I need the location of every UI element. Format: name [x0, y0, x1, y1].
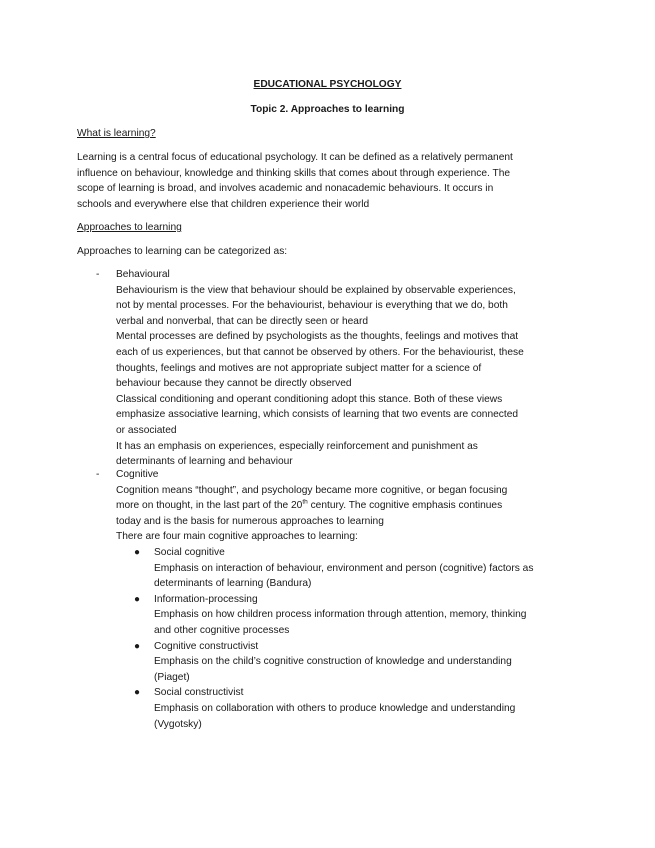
behavioural-line: verbal and nonverbal, that can be directly seen or heard [116, 315, 369, 327]
paragraph-line: schools and everywhere else that children experience their world [77, 198, 370, 210]
behavioural-line: Behaviourism is the view that behaviour should be explained by observable experiences, [116, 284, 516, 296]
dash-marker: - [96, 469, 100, 480]
list-item-cognitive [77, 467, 577, 732]
list-item-behavioural [77, 267, 577, 470]
cognitive-line2-post: century. The cognitive emphasis continues [307, 500, 503, 512]
behavioural-line: Classical conditioning and operant conditioning adopt this stance. Both of these views [116, 393, 503, 405]
cognitive-label: Cognitive [116, 469, 159, 480]
approach-desc: Emphasis on the child’s cognitive construction of knowledge and understanding [154, 656, 512, 668]
approach-social-cognitive [134, 545, 577, 592]
century-superscript: th [302, 498, 308, 506]
behavioural-line: behaviour because they cannot be directly observed [116, 378, 352, 390]
paragraph-line: scope of learning is broad, and involves academic and nonacademic behaviours. It occurs in [77, 183, 494, 195]
approach-social-constructivist [134, 685, 577, 732]
behavioural-line: Mental processes are defined by psychologists as the thoughts, feelings and motives that [116, 331, 519, 343]
learning-definition-paragraph [77, 150, 597, 212]
approach-name: Information-processing [154, 593, 258, 605]
cognitive-line: today and is the basis for numerous approaches to learning [116, 515, 384, 527]
section-heading-approaches: Approaches to learning [77, 222, 182, 233]
cognitive-line: There are four main cognitive approaches to learning: [116, 531, 358, 543]
cognitive-line: Cognition means “thought”, and psychology became more cognitive, or began focusing [116, 484, 508, 496]
approach-name: Social cognitive [154, 546, 225, 558]
document-subtitle: Topic 2. Approaches to learning [250, 104, 405, 115]
paragraph-line: Learning is a central focus of educational psychology. It can be defined as a relatively permanent [77, 152, 513, 163]
bullet-icon: ● [134, 687, 141, 699]
cognitive-line [116, 498, 577, 514]
dash-marker: - [96, 269, 100, 280]
cognitive-line2-pre: more on thought, in the last part of the 20 [116, 500, 303, 512]
approaches-intro-text: Approaches to learning can be categorized as: [77, 246, 288, 257]
cognitive-body [116, 467, 577, 732]
bullet-icon: ● [134, 593, 141, 605]
behavioural-line: or associated [116, 424, 177, 436]
approach-desc: (Vygotsky) [154, 718, 202, 730]
approach-desc: determinants of learning (Bandura) [154, 578, 312, 590]
approach-name: Cognitive constructivist [154, 640, 259, 652]
approach-desc: Emphasis on interaction of behaviour, environment and person (cognitive) factors as [154, 562, 534, 574]
behavioural-line: emphasize associative learning, which consists of learning that two events are connected [116, 409, 519, 421]
bullet-icon: ● [134, 640, 141, 652]
bullet-icon: ● [134, 546, 141, 558]
document-title: EDUCATIONAL PSYCHOLOGY [253, 79, 402, 90]
cognitive-approaches-list [116, 545, 577, 732]
behavioural-body [116, 267, 577, 470]
behavioural-line: thoughts, feelings and motives are not appropriate subject matter for a science of [116, 362, 482, 374]
approach-desc: (Piaget) [154, 671, 190, 683]
behavioural-line: It has an emphasis on experiences, especially reinforcement and punishment as [116, 440, 478, 452]
behavioural-label: Behavioural [116, 269, 170, 280]
approach-desc: and other cognitive processes [154, 624, 290, 636]
approach-desc: Emphasis on how children process information through attention, memory, thinking [154, 609, 527, 621]
approach-desc: Emphasis on collaboration with others to produce knowledge and understanding [154, 702, 516, 714]
section-heading-what-is-learning: What is learning? [77, 128, 156, 139]
behavioural-line: each of us experiences, but that cannot be observed by others. For the behaviourist, these [116, 346, 524, 358]
section-approaches [77, 220, 577, 236]
approach-cognitive-constructivist [134, 639, 577, 686]
approach-name: Social constructivist [154, 687, 244, 699]
behavioural-line: determinants of learning and behaviour [116, 456, 293, 468]
approach-information-processing [134, 592, 577, 639]
approaches-intro [77, 244, 577, 260]
paragraph-line: influence on behaviour, knowledge and thinking skills that comes about through experience. The [77, 167, 511, 179]
section-what-is-learning [77, 126, 577, 142]
behavioural-line: not by mental processes. For the behaviourist, behaviour is everything that we do, both [116, 300, 508, 312]
